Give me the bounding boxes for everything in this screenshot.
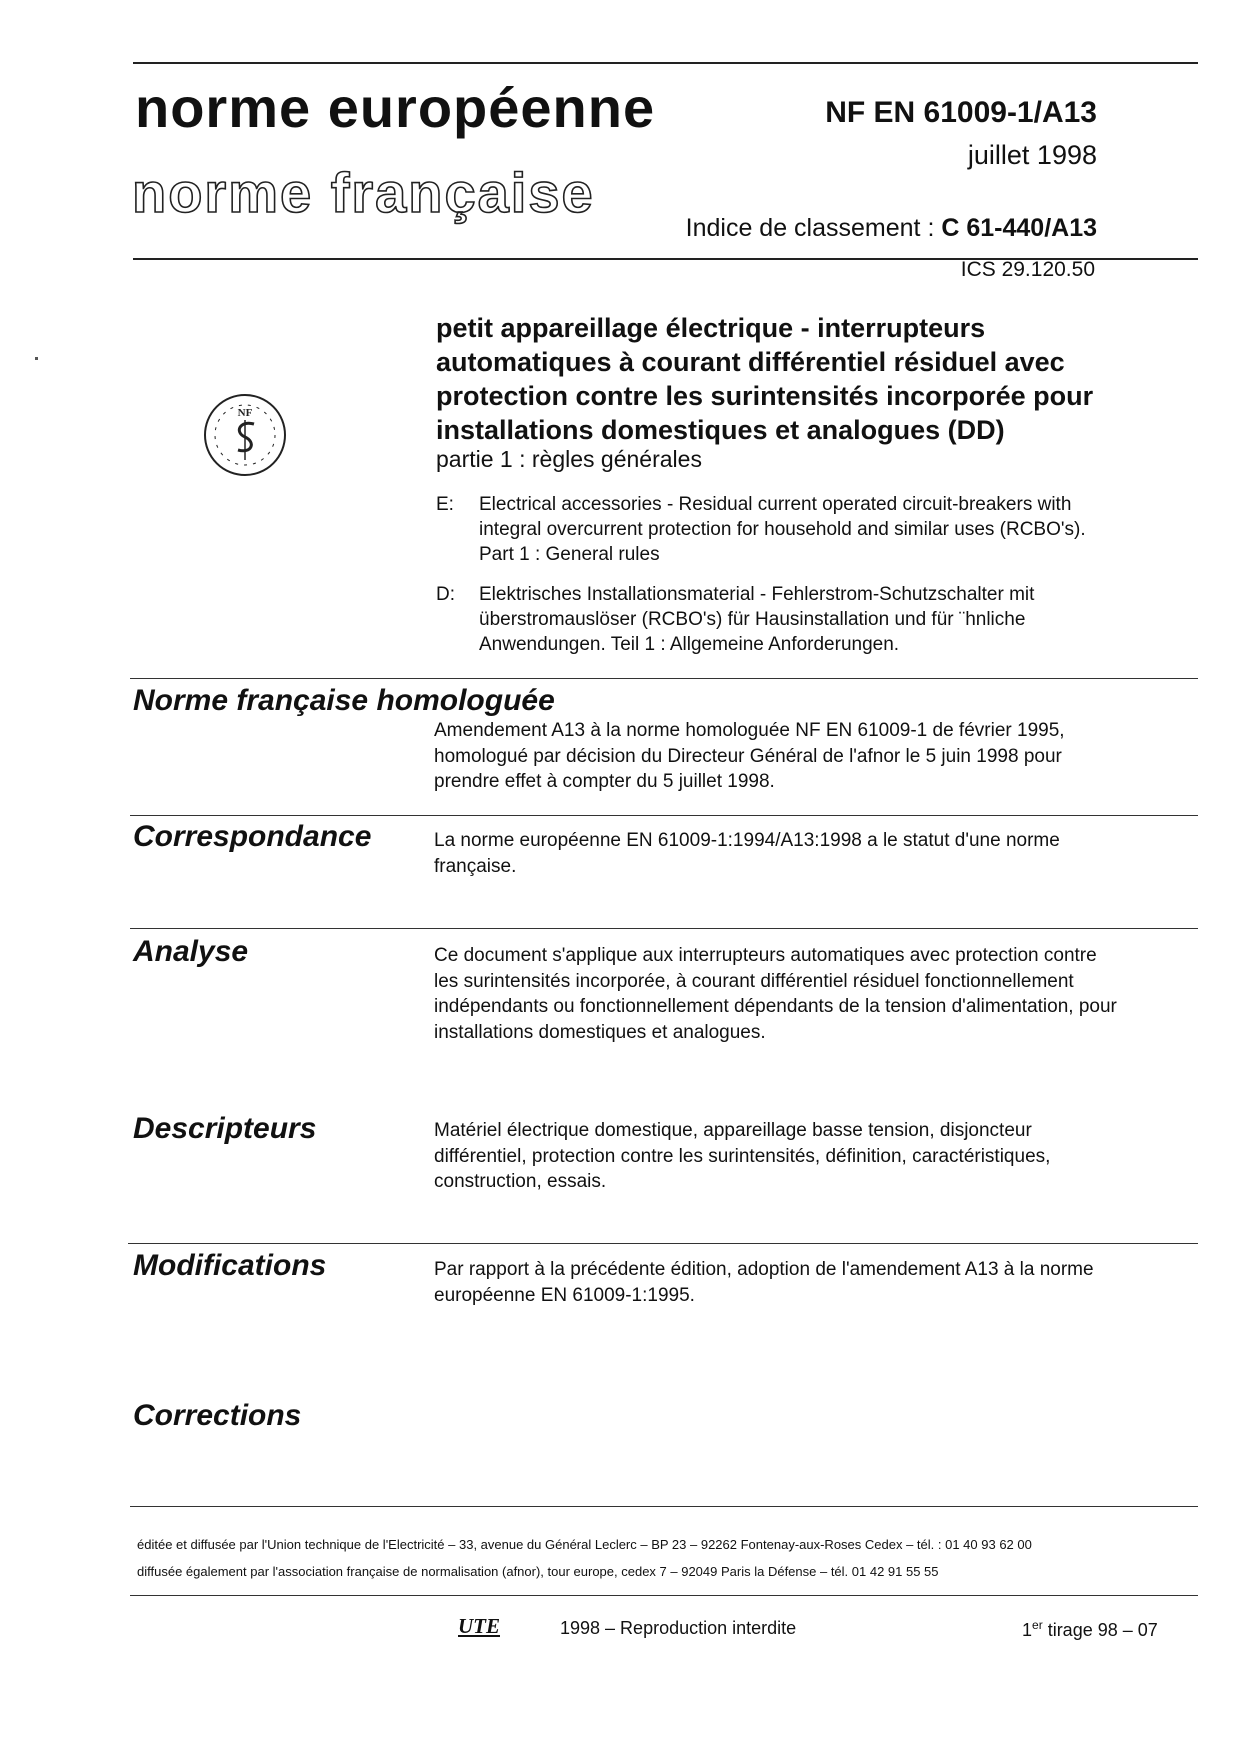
title-line: protection contre les surintensités incorporée pour xyxy=(436,381,1094,411)
body-line: construction, essais. xyxy=(434,1171,607,1192)
indice-classement xyxy=(686,214,1097,243)
logo-letters: NF xyxy=(237,407,253,419)
body-line: française. xyxy=(434,855,517,877)
body-line: Matériel électrique domestique, appareillage basse tension, disjoncteur xyxy=(434,1120,1032,1141)
body-line: Amendement A13 à la norme homologuée NF EN 61009-1 de février 1995, xyxy=(434,720,1065,741)
body-line: prendre effet à compter du 5 juillet 1998. xyxy=(434,771,775,792)
section-rule xyxy=(130,815,1198,816)
translation-line: Part 1 : General rules xyxy=(479,544,660,565)
translation-line: Elektrisches Installationsmaterial - Fehlerstrom-Schutzschalter mit xyxy=(479,584,1035,605)
publication-date: juillet 1998 xyxy=(967,140,1097,170)
body-line: Par rapport à la précédente édition, adoption de l'amendement A13 à la norme xyxy=(434,1259,1094,1280)
title-norme-francaise: norme française xyxy=(132,161,595,224)
translation-line: Anwendungen. Teil 1 : Allgemeine Anforderungen. xyxy=(479,634,900,655)
body-line: homologué par décision du Directeur Général de l'afnor le 5 juin 1998 pour xyxy=(434,745,1062,767)
translation-line: überstromauslöser (RCBO's) für Hausinstallation und für ¨hnliche xyxy=(479,609,1026,630)
footer-top-rule xyxy=(130,1506,1198,1507)
body-line: les surintensités incorporée, à courant différentiel résiduel fonctionnellement xyxy=(434,970,1074,992)
body-line: différentiel, protection contre les surintensités, définition, caractéristiques, xyxy=(434,1145,1051,1167)
title-line: installations domestiques et analogues (DD) xyxy=(436,415,1005,445)
indice-label: Indice de classement : xyxy=(685,214,935,242)
distributor-line: diffusée également par l'association française de normalisation (afnor), tour europe, cedex 7 – 92049 Paris la Défense – tél. 01 42 91 55 55 xyxy=(137,1564,939,1579)
language-code: D: xyxy=(436,584,455,605)
ics-code: ICS 29.120.50 xyxy=(960,258,1095,281)
section-rule xyxy=(130,678,1198,679)
english-title xyxy=(436,492,1156,567)
section-body-descripteurs xyxy=(434,1118,1194,1195)
title-norme-europeenne: norme européenne xyxy=(135,76,656,139)
print-run: 1er tirage 98 – 07 xyxy=(1022,1618,1158,1640)
section-body-correspondance xyxy=(434,828,1194,879)
ute-logo: UTE xyxy=(458,1614,500,1638)
nf-certification-seal-icon xyxy=(202,392,288,478)
document-title xyxy=(436,311,1116,447)
language-code: E: xyxy=(436,494,454,515)
publisher-line: éditée et diffusée par l'Union technique de l'Electricité – 33, avenue du Général Leclerc – BP 23 – 92262 Fontenay-aux-Roses Cedex – tél. : 01 40 93 62 00 xyxy=(137,1537,1032,1552)
section-body-homologuee xyxy=(434,718,1194,795)
scan-dot xyxy=(35,357,38,360)
footer-bottom-rule xyxy=(130,1595,1198,1596)
title-line: automatiques à courant différentiel résiduel avec xyxy=(436,347,1065,377)
section-body-analyse xyxy=(434,943,1194,1045)
copyright-notice: 1998 – Reproduction interdite xyxy=(560,1618,797,1638)
translation-line: Electrical accessories - Residual current operated circuit-breakers with xyxy=(479,494,1072,515)
section-heading-modifications: Modifications xyxy=(133,1249,327,1282)
section-heading-corrections: Corrections xyxy=(133,1399,302,1432)
section-heading-analyse: Analyse xyxy=(133,935,249,968)
body-line: La norme européenne EN 61009-1:1994/A13:1998 a le statut d'une norme xyxy=(434,830,1060,851)
translation-line: integral overcurrent protection for household and similar uses (RCBO's). xyxy=(479,519,1086,540)
section-rule xyxy=(130,928,1198,929)
body-line: installations domestiques et analogues. xyxy=(434,1021,766,1043)
section-body-modifications xyxy=(434,1257,1194,1308)
section-heading-descripteurs: Descripteurs xyxy=(133,1112,317,1145)
section-heading-homologuee: Norme française homologuée xyxy=(133,684,555,717)
body-line: européenne EN 61009-1:1995. xyxy=(434,1284,695,1306)
section-rule xyxy=(128,1243,1198,1244)
top-rule xyxy=(133,62,1198,64)
indice-value: C 61-440/A13 xyxy=(941,214,1097,242)
standard-reference: NF EN 61009-1/A13 xyxy=(825,96,1097,129)
body-line: indépendants ou fonctionnellement dépendants de la tension d'alimentation, pour xyxy=(434,996,1117,1017)
section-heading-correspondance: Correspondance xyxy=(133,820,372,853)
german-title xyxy=(436,582,1156,657)
document-subtitle: partie 1 : règles générales xyxy=(436,446,702,472)
body-line: Ce document s'applique aux interrupteurs automatiques avec protection contre xyxy=(434,945,1097,966)
title-line: petit appareillage électrique - interrupteurs xyxy=(436,313,986,343)
